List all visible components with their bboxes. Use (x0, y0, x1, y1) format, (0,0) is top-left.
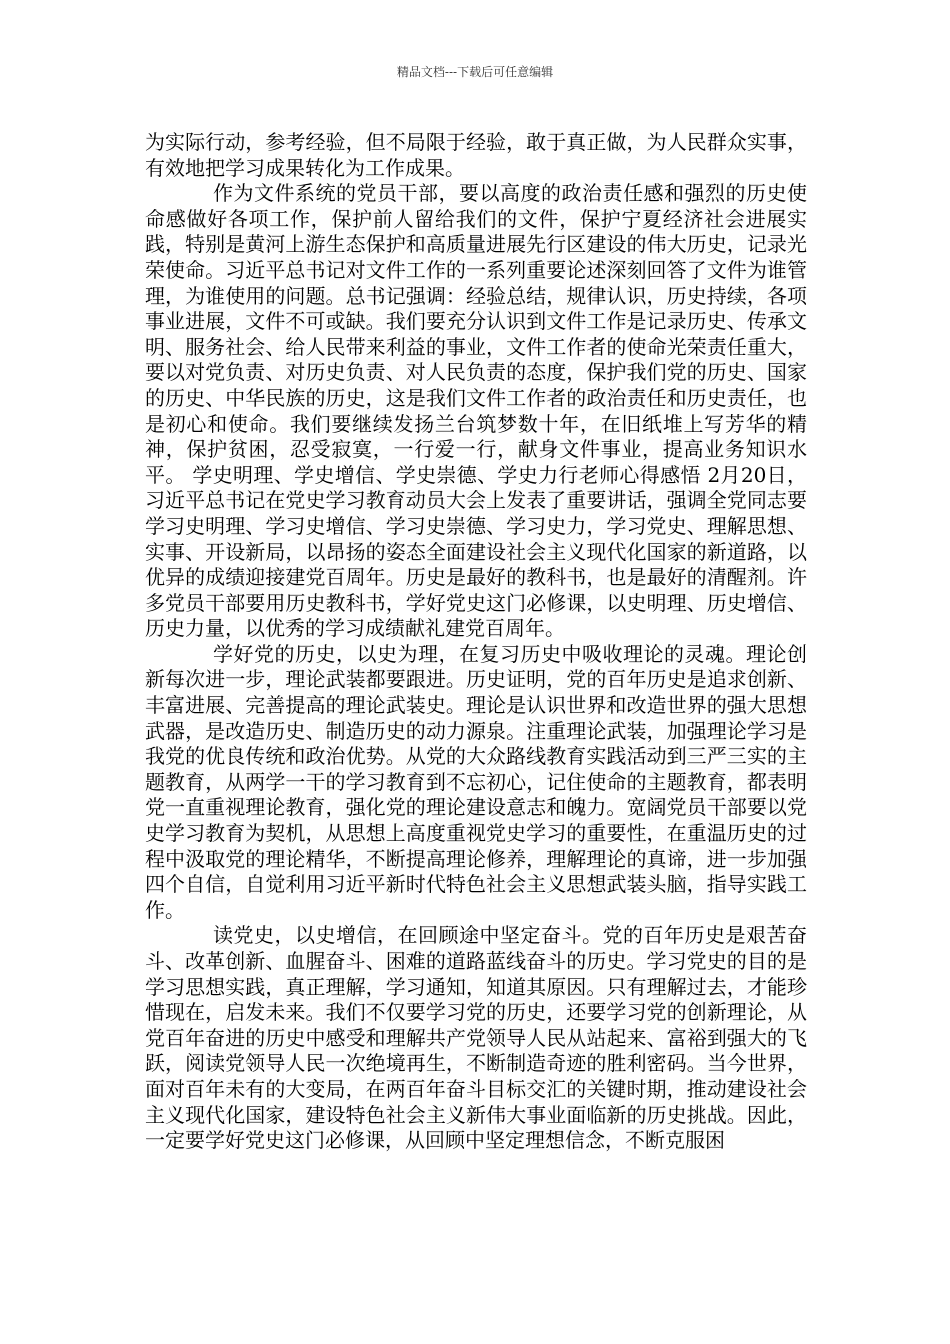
paragraph-file-work: 作为文件系统的党员干部，要以高度的政治责任感和强烈的历史使命感做好各项工作，保护前人留给我们的文件，保护宁夏经济社会进展实践，特别是黄河上游生态保护和高质量进展先行区建设的伟大历史，记录光荣使命。习近平总书记对文件工作的一系列重要论述深刻回答了文件为谁管理，为谁使用的问题。总书记强调：经验总结，规律认识，历史持续，各项事业进展，文件不可或缺。我们要充分认识到文件工作是记录历史、传承文明、服务社会、给人民带来利益的事业，文件工作者的使命光荣责任重大，要以对党负责、对历史负责、对人民负责的态度，保护我们党的历史、国家的历史、中华民族的历史，这是我们文件工作者的政治责任和历史责任，也是初心和使命。我们要继续发扬兰台筑梦数十年，在旧纸堆上写芳华的精神，保护贫困，忍受寂寞，一行爱一行，献身文件事业，提高业务知识水平。 学史明理、学史增信、学史崇德、学史力行老师心得感悟 2月20日，习近平总书记在党史学习教育动员大会上发表了重要讲话，强调全党同志要学习史明理、学习史增信、学习史崇德、学习史力，学习党史、理解思想、实事、开设新局，以昂扬的姿态全面建设社会主义现代化国家的新道路，以优异的成绩迎接建党百周年。历史是最好的教科书，也是最好的清醒剂。许多党员干部要用历史教科书，学好党史这门必修课，以史明理、历史增信、历史力量，以优秀的学习成绩献礼建党百周年。 (145, 181, 807, 641)
document-body (145, 130, 807, 1154)
page-header: 精品文档---下载后可任意编辑 (396, 65, 554, 79)
paragraph-theory: 学好党的历史，以史为理，在复习历史中吸收理论的灵魂。理论创新每次进一步，理论武装都要跟进。历史证明，党的百年历史是追求创新、丰富进展、完善提高的理论武装史。理论是认识世界和改造世界的强大思想武器，是改造历史、制造历史的动力源泉。注重理论武装，加强理论学习是我党的优良传统和政治优势。从党的大众路线教育实践活动到三严三实的主题教育，从两学一干的学习教育到不忘初心，记住使命的主题教育，都表明党一直重视理论教育，强化党的理论建设意志和魄力。宽阔党员干部要以党史学习教育为契机，从思想上高度重视党史学习的重要性，在重温历史的过程中汲取党的理论精华，不断提高理论修养，理解理论的真谛，进一步加强四个自信，自觉利用习近平新时代特色社会主义思想武装头脑，指导实践工作。 (145, 641, 807, 922)
paragraph-continued: 为实际行动，参考经验，但不局限于经验，敢于真正做，为人民群众实事，有效地把学习成果转化为工作成果。 (145, 130, 807, 180)
paragraph-struggle: 读党史，以史增信，在回顾途中坚定奋斗。党的百年历史是艰苦奋斗、改革创新、血腥奋斗、困难的道路蓝线奋斗的历史。学习党史的目的是学习思想实践，真正理解，学习通知，知道其原因。只有理解过去，才能珍惜现在，启发未来。我们不仅要学习党的历史，还要学习党的创新理论，从党百年奋进的历史中感受和理解共产党领导人民从站起来、富裕到强大的飞跃，阅读党领导人民一次绝境再生，不断制造奇迹的胜利密码。当今世界，面对百年未有的大变局，在两百年奋斗目标交汇的关键时期，推动建设社会主义现代化国家，建设特色社会主义新伟大事业面临新的历史挑战。因此，一定要学好党史这门必修课，从回顾中坚定理想信念，不断克服困 (145, 923, 807, 1153)
